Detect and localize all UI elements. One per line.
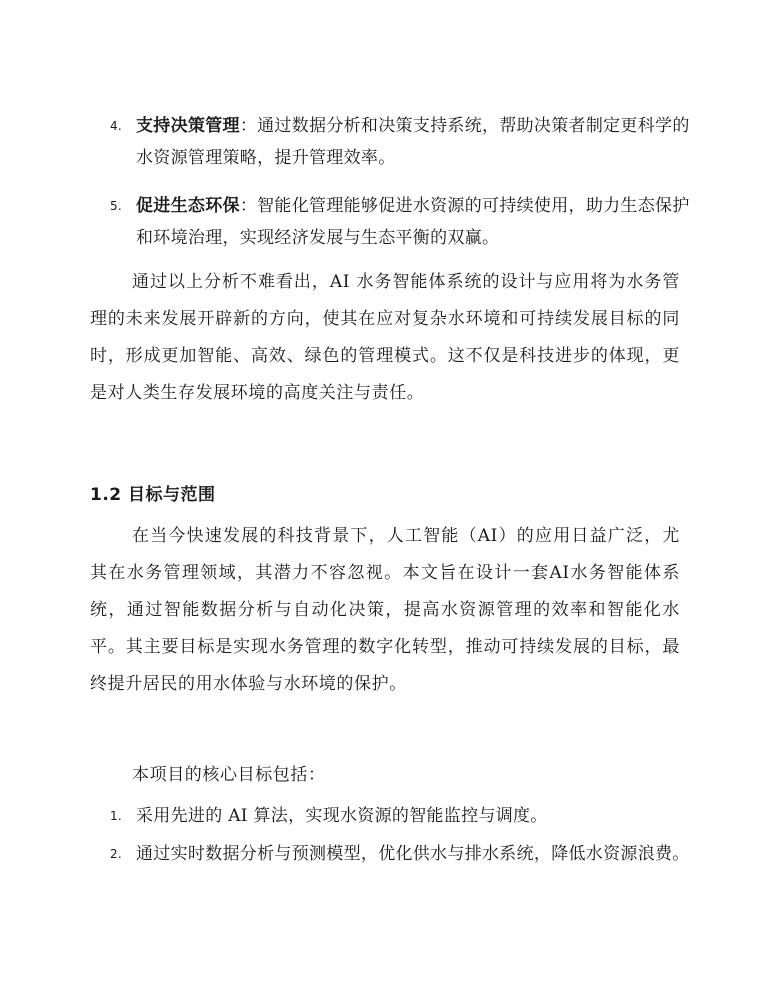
list-item [110, 838, 690, 870]
list-number: 2. [110, 847, 123, 861]
list-item-text: 通过实时数据分析与预测模型，优化供水与排水系统，降低水资源浪费。 [136, 844, 690, 864]
list-item [110, 110, 690, 174]
list-item [110, 800, 690, 832]
list-item-title: 促进生态环保 [136, 196, 240, 216]
paragraph: 在当今快速发展的科技背景下，人工智能（AI）的应用日益广泛，尤其在水务管理领域，其潜力不容忽视。本文旨在设计一套AI水务智能体系统，通过智能数据分析与自动化决策，提高水资源管理的效率和智能化水平。其主要目标是实现水务管理的数字化转型，推动可持续发展的目标，最终提升居民的用水体验与水环境的保护。 [90, 526, 680, 694]
list-item-text: 智能化管理能够促进水资源的可持续使用，助力生态保护和环境治理，实现经济发展与生态平衡的双赢。 [136, 196, 690, 248]
list-item-colon: ： [239, 116, 258, 136]
list-item [110, 190, 690, 254]
list-item-text: 通过数据分析和决策支持系统，帮助决策者制定更科学的水资源管理策略，提升管理效率。 [136, 116, 690, 168]
paragraph: 本项目的核心目标包括： [132, 765, 326, 785]
list-item-colon: ： [239, 196, 258, 216]
paragraph: 通过以上分析不难看出，AI 水务智能体系统的设计与应用将为水务管理的未来发展开辟新的方向，使其在应对复杂水环境和可持续发展目标的同时，形成更加智能、高效、绿色的管理模式。这不仅是科技进步的体现，更是对人类生存发展环境的高度关注与责任。 [90, 272, 680, 403]
list-number: 1. [110, 809, 123, 823]
section-heading: 1.2 目标与范围 [90, 485, 216, 505]
list-number: 5. [110, 199, 123, 213]
list-item-text: 采用先进的 AI 算法，实现水资源的智能监控与调度。 [136, 806, 548, 826]
list-number: 4. [110, 119, 123, 133]
list-item-title: 支持决策管理 [136, 116, 240, 136]
